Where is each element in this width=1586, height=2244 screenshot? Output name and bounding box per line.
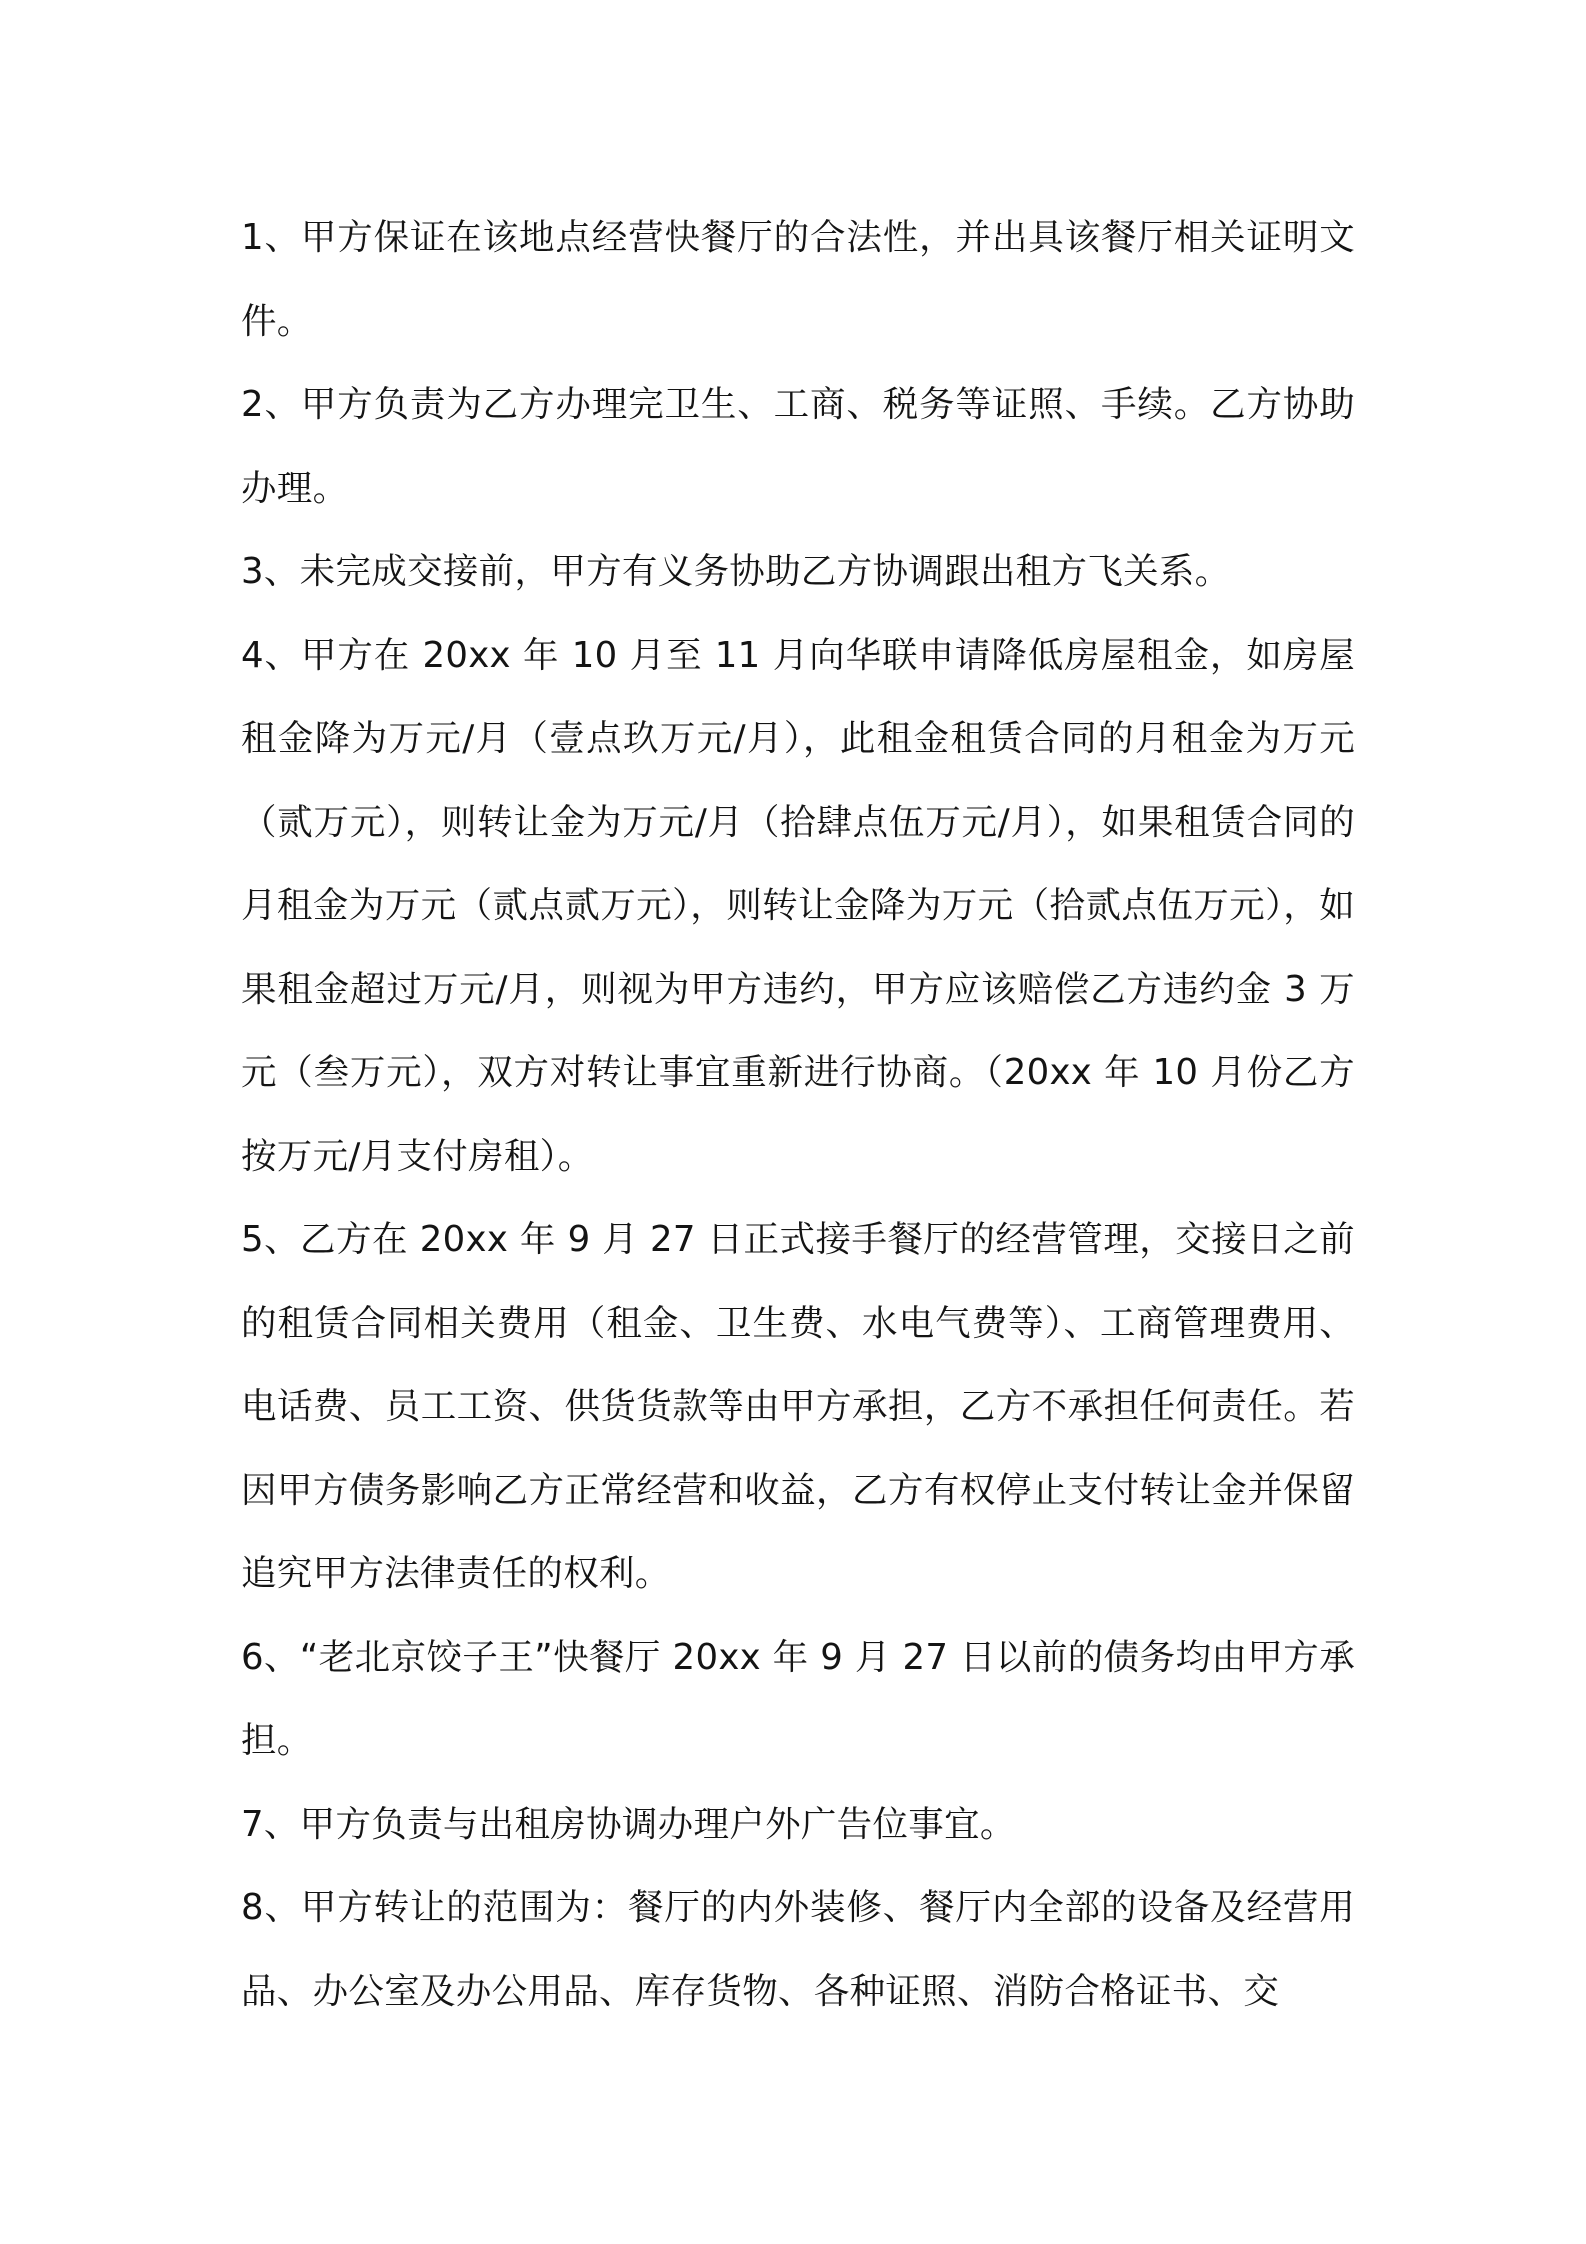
- clause-7: 7、甲方负责与出租房协调办理户外广告位事宜。: [241, 1803, 1016, 1845]
- clause-2: 2、甲方负责为乙方办理完卫生、工商、税务等证照、手续。乙方协助办理。: [241, 384, 1355, 509]
- clause-3: 3、未完成交接前，甲方有义务协助乙方协调跟出租方飞关系。: [241, 551, 1231, 592]
- clause-4: 4、甲方在 20xx 年 10 月至 11 月向华联申请降低房屋租金，如房屋租金降为万元/月（壹点玖万元/月），此租金租赁合同的月租金为万元（贰万元），则转让金为万元/月（拾肆点伍万元/月），如果租赁合同的月租金为万元（贰点贰万元），则转让金降为万元（拾贰点伍万元），如果租金超过万元/月，则视为甲方违约，甲方应该赔偿乙方违约金 3 万元（叁万元），双方对转让事宜重新进行协商。（20xx 年 10 月份乙方按万元/月支付房租）。: [241, 634, 1355, 1177]
- document-body: [241, 196, 1355, 2033]
- clause-6: 6、“老北京饺子王”快餐厅 20xx 年 9 月 27 日以前的债务均由甲方承担。: [241, 1636, 1355, 1761]
- clause-8: 8、甲方转让的范围为：餐厅的内外装修、餐厅内全部的设备及经营用品、办公室及办公用品、库存货物、各种证照、消防合格证书、交: [241, 1887, 1355, 2012]
- clause-5: 5、乙方在 20xx 年 9 月 27 日正式接手餐厅的经营管理，交接日之前的租赁合同相关费用（租金、卫生费、水电气费等）、工商管理费用、电话费、员工工资、供货货款等由甲方承担，乙方不承担任何责任。若因甲方债务影响乙方正常经营和收益，乙方有权停止支付转让金并保留追究甲方法律责任的权利。: [241, 1219, 1355, 1594]
- clause-1: 1、甲方保证在该地点经营快餐厅的合法性，并出具该餐厅相关证明文件。: [241, 217, 1355, 342]
